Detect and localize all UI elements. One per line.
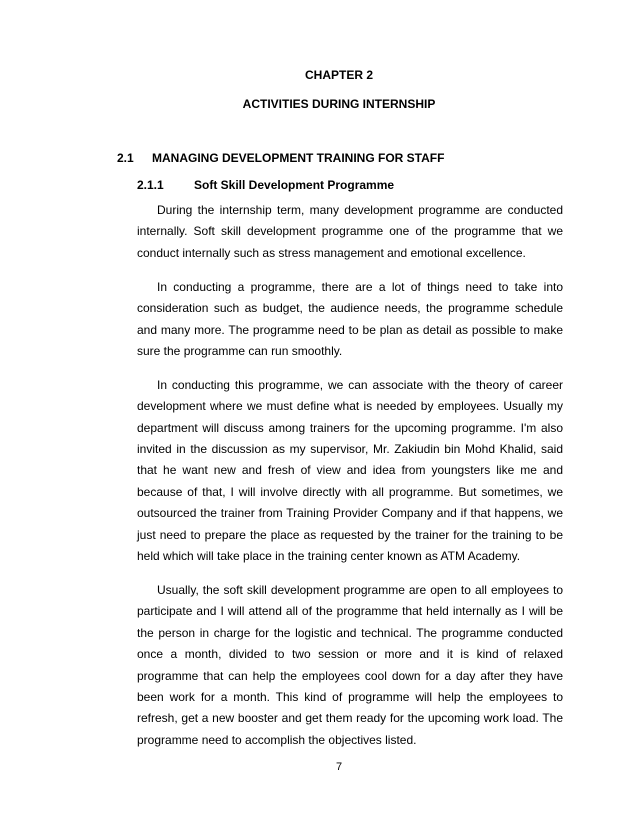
section-heading — [117, 151, 444, 165]
paragraph: In conducting this programme, we can associate with the theory of career development where we must define what is needed by employees. Usually my department will discuss among trainers for the upcoming programme. I'm also invited in the discussion as my supervisor, Mr. Zakiudin bin Mohd Khalid, said that he want new and fresh of view and idea from youngsters like me and because of that, I will involve directly with all programme. But sometimes, we outsourced the trainer from Training Provider Company and if that happens, we just need to prepare the place as requested by the trainer for the training to be held which will take place in the training center known as ATM Academy. — [137, 377, 563, 564]
body-text — [137, 200, 563, 764]
paragraph: Usually, the soft skill development programme are open to all employees to participate and I will attend all of the programme that held internally as I will be the person in charge for the logistic and technical. The programme conducted once a month, divided to two session or more and it is kind of relaxed programme that can help the employees cool down for a day after they have been work for a month. This kind of programme will help the employees to refresh, get a new booster and get them ready for the upcoming work load. The programme need to accomplish the objectives listed. — [137, 583, 563, 747]
section-title: MANAGING DEVELOPMENT TRAINING FOR STAFF — [152, 151, 445, 165]
chapter-subtitle: ACTIVITIES DURING INTERNSHIP — [242, 97, 436, 111]
subsection-number: 2.1.1 — [137, 178, 164, 192]
subsection-title: Soft Skill Development Programme — [194, 178, 395, 192]
paragraph: In conducting a programme, there are a lot of things need to take into consideration such as budget, the audience needs, the programme schedule and many more. The programme need to be plan as detail as possible to make sure the programme can run smoothly. — [137, 279, 563, 358]
chapter-title: CHAPTER 2 — [304, 68, 373, 82]
page-number: 7 — [335, 761, 343, 773]
section-number: 2.1 — [117, 151, 134, 165]
paragraph: During the internship term, many development programme are conducted internally. Soft skill development programme one of the programme that we conduct internally such as stress management and emotional excellence. — [137, 203, 563, 260]
subsection-heading — [137, 178, 394, 192]
